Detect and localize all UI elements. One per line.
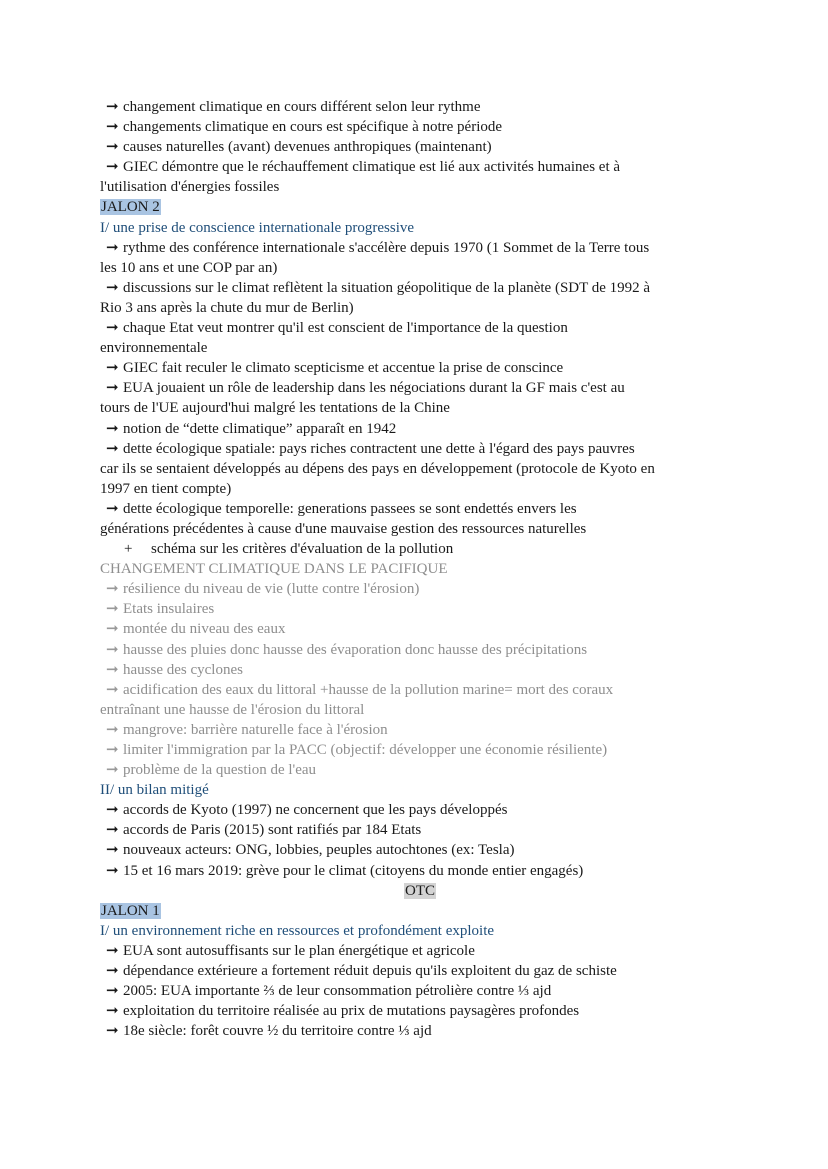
arrow-icon: ➞ [106, 1023, 119, 1040]
arrow-icon: ➞ [106, 721, 119, 738]
list-item: ➞ GIEC fait reculer le climato scepticisme et accentue la prise de conscince [100, 358, 740, 378]
list-item: ➞ accords de Paris (2015) sont ratifiés par 184 Etats [100, 820, 740, 840]
list-item: ➞ GIEC démontre que le réchauffement climatique est lié aux activités humaines et à [100, 157, 740, 177]
list-item-continuation: les 10 ans et une COP par an) [100, 259, 278, 276]
document-page [100, 97, 740, 1041]
otc-heading [100, 881, 740, 901]
pacific-title: CHANGEMENT CLIMATIQUE DANS LE PACIFIQUE [100, 561, 448, 578]
list-item: ➞ chaque Etat veut montrer qu'il est conscient de l'importance de la question [100, 318, 740, 338]
arrow-icon: ➞ [106, 762, 119, 779]
list-item-continuation: tours de l'UE aujourd'hui malgré les tentations de la Chine [100, 400, 450, 417]
list-item: ➞ changements climatique en cours est spécifique à notre période [100, 117, 740, 137]
arrow-icon: ➞ [106, 581, 119, 598]
list-item: ➞ limiter l'immigration par la PACC (objectif: développer une économie résiliente) [100, 740, 740, 760]
arrow-icon: ➞ [106, 119, 119, 136]
list-item-continuation: car ils se sentaient développés au dépens des pays en développement (protocole de Kyoto en [100, 460, 655, 477]
part-title: II/ un bilan mitigé [100, 782, 209, 799]
arrow-icon: ➞ [106, 822, 119, 839]
arrow-icon: ➞ [106, 360, 119, 377]
arrow-icon: ➞ [106, 99, 119, 115]
list-item: ➞ hausse des cyclones [100, 660, 740, 680]
section-label [100, 197, 740, 217]
list-item: ➞ 18e siècle: forêt couvre ½ du territoire contre ⅓ ajd [100, 1021, 740, 1041]
arrow-icon: ➞ [106, 621, 119, 638]
list-item: ➞ dette écologique temporelle: generations passees se sont endettés envers les [100, 499, 740, 519]
arrow-icon: ➞ [106, 239, 119, 256]
list-item: ➞ acidification des eaux du littoral +hausse de la pollution marine= mort des coraux [100, 680, 740, 700]
part-1-list [100, 238, 740, 539]
arrow-icon: ➞ [106, 601, 119, 618]
arrow-icon: ➞ [106, 440, 119, 457]
arrow-icon: ➞ [106, 742, 119, 758]
list-item: ➞ discussions sur le climat reflètent la situation géopolitique de la planète (SDT de 1992 à [100, 278, 740, 298]
arrow-icon: ➞ [106, 641, 119, 658]
arrow-icon: ➞ [106, 159, 119, 176]
jalon-1-label: JALON 1 [101, 902, 160, 919]
list-item: ➞ mangrove: barrière naturelle face à l'érosion [100, 720, 740, 740]
arrow-icon: ➞ [106, 380, 119, 397]
otc-label: OTC [405, 882, 435, 899]
arrow-icon: ➞ [106, 942, 119, 959]
list-item: ➞ nouveaux acteurs: ONG, lobbies, peuples autochtones (ex: Tesla) [100, 840, 740, 860]
arrow-icon: ➞ [106, 320, 119, 337]
list-item-continuation: environnementale [100, 340, 208, 357]
list-item-continuation: Rio 3 ans après la chute du mur de Berlin) [100, 299, 354, 316]
list-item: ➞ EUA jouaient un rôle de leadership dans les négociations durant la GF mais c'est au [100, 378, 740, 398]
arrow-icon: ➞ [106, 983, 119, 1000]
pacific-list [100, 579, 740, 780]
arrow-icon: ➞ [106, 661, 119, 678]
list-item: ➞ accords de Kyoto (1997) ne concernent que les pays développés [100, 800, 740, 820]
list-item-continuation: entraînant une hausse de l'érosion du littoral [100, 701, 365, 718]
list-item: ➞ causes naturelles (avant) devenues anthropiques (maintenant) [100, 137, 740, 157]
list-item-continuation: générations précédentes à cause d'une mauvaise gestion des ressources naturelles [100, 520, 587, 537]
arrow-icon: ➞ [106, 963, 119, 980]
arrow-icon: ➞ [106, 1003, 119, 1020]
list-item: ➞ dépendance extérieure a fortement réduit depuis qu'ils exploitent du gaz de schiste [100, 961, 740, 981]
jalon-2-label: JALON 2 [101, 199, 160, 216]
list-item: ➞ notion de “dette climatique” apparaît en 1942 [100, 419, 740, 439]
arrow-icon: ➞ [106, 139, 119, 156]
list-item: ➞ 2005: EUA importante ⅔ de leur consommation pétrolière contre ⅓ ajd [100, 981, 740, 1001]
arrow-icon: ➞ [106, 420, 119, 437]
arrow-icon: ➞ [106, 500, 119, 517]
arrow-icon: ➞ [106, 842, 119, 859]
list-item: ➞ résilience du niveau de vie (lutte contre l'érosion) [100, 579, 740, 599]
list-item: ➞ montée du niveau des eaux [100, 619, 740, 639]
list-item-continuation: l'utilisation d'énergies fossiles [100, 179, 280, 196]
list-item: ➞ exploitation du territoire réalisée au prix de mutations paysagères profondes [100, 1001, 740, 1021]
part-title: I/ un environnement riche en ressources et profondément exploite [100, 922, 495, 939]
plus-icon: + [124, 541, 133, 558]
list-item: ➞ hausse des pluies donc hausse des évaporation donc hausse des précipitations [100, 640, 740, 660]
plus-item: + schéma sur les critères d'évaluation de la pollution [100, 539, 740, 559]
list-item: ➞ rythme des conférence internationale s'accélère depuis 1970 (1 Sommet de la Terre tous [100, 238, 740, 258]
list-item: ➞ problème de la question de l'eau [100, 760, 740, 780]
section-label [100, 901, 740, 921]
list-item: ➞ EUA sont autosuffisants sur le plan énergétique et agricole [100, 941, 740, 961]
list-item: ➞ Etats insulaires [100, 599, 740, 619]
arrow-icon: ➞ [106, 862, 119, 879]
part-title: I/ une prise de conscience internationale progressive [100, 219, 415, 236]
arrow-icon: ➞ [106, 279, 119, 296]
arrow-icon: ➞ [106, 681, 119, 698]
list-item: ➞ 15 et 16 mars 2019: grève pour le climat (citoyens du monde entier engagés) [100, 861, 740, 881]
list-item-continuation: 1997 en tient compte) [100, 480, 232, 497]
list-item: ➞ changement climatique en cours différent selon leur rythme [100, 97, 740, 117]
arrow-icon: ➞ [106, 802, 119, 819]
list-item: ➞ dette écologique spatiale: pays riches contractent une dette à l'égard des pays pauvres [100, 439, 740, 459]
